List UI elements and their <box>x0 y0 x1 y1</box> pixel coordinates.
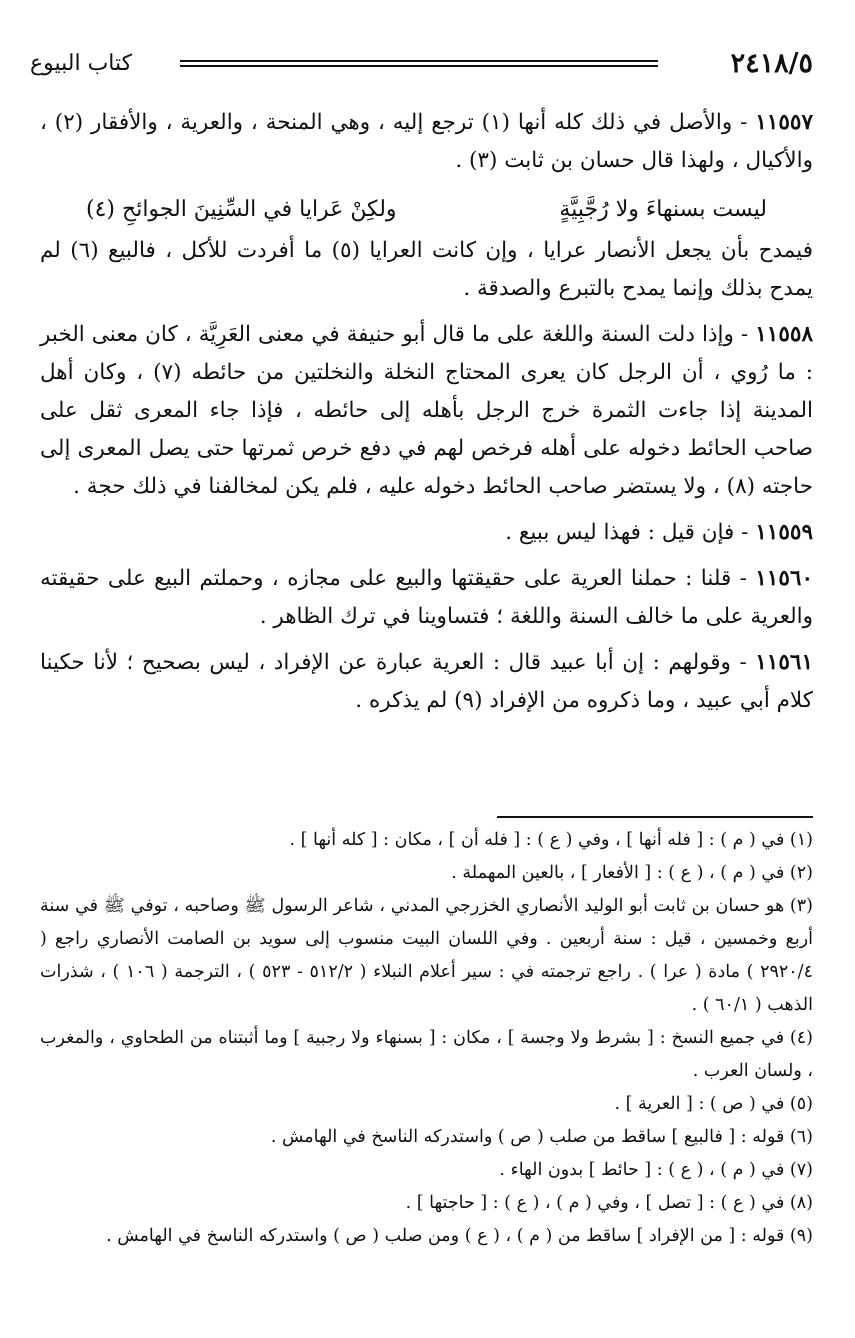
footnote-3: (٣) هو حسان بن ثابت أبو الوليد الأنصاري الخزرجي المدني ، شاعر الرسول ﷺ وصاحبه ، توفي ﷺ في سنة أربع وخمسين ، قيل : سنة أربعين . وفي اللسان البيت منسوب إلى سويد بن الصامت الأنصاري راجع ( ٢٩٢٠/٤ ) مادة ( عرا ) . راجع ترجمته في : سير أعلام النبلاء ( ٥١٢/٢ - ٥٢٣ ) ، الترجمة ( ١٠٦ ) ، شذرات الذهب ( ٦٠/١ ) . <box>40 896 813 1015</box>
paragraph-text: - وإذا دلت السنة واللغة على ما قال أبو حنيفة في معنى العَرِيَّة ، كان معنى الخبر : ما رُوي ، أن الرجل كان يعرى المحتاج النخلة والنخلتين من حائطه (٧) ، وكان أهل المدينة إذا جاءت الثمرة خرج الرجل بأهله إلى حائطه ، فإذا جاء المعرى ثقل على صاحب الحائط دخوله على أهله فرخص لهم في دفع خرص ثمرتها حتى يصل المعرى إلى حاجته (٨) ، ولا يستضر صاحب الحائط دخوله عليه ، فلم يكن لمخالفنا في ذلك حجة . <box>40 322 814 499</box>
paragraph-number: ١١٥٦٠ <box>755 566 813 591</box>
paragraph-number: ١١٥٥٧ <box>755 110 813 135</box>
paragraph-text: - فإن قيل : فهذا ليس ببيع . <box>505 520 756 545</box>
paragraph-number: ١١٥٥٨ <box>755 322 813 347</box>
main-text <box>40 104 813 720</box>
book-title: كتاب البيوع <box>30 51 133 76</box>
paragraph-text: - قلنا : حملنا العرية على حقيقتها والبيع على مجازه ، وحملتم البيع على حقيقته والعرية على ما خالف السنة واللغة ؛ فتساوينا في ترك الظاهر . <box>40 566 813 629</box>
paragraph-number: ١١٥٦١ <box>755 650 813 675</box>
paragraph-11558 <box>40 316 813 506</box>
footnotes <box>40 824 813 1253</box>
footnote-2: (٢) في ( م ) ، ( ع ) : [ الأفعار ] ، بالعين المهملة . <box>451 863 813 883</box>
footnote-5: (٥) في ( ص ) : [ العرية ] . <box>614 1094 813 1114</box>
paragraph-continuation <box>40 232 813 308</box>
footnote-4: (٤) في جميع النسخ : [ بشرط ولا وجسة ] ، مكان : [ بسنهاء ولا رجبية ] وما أثبتناه من الطحاوي ، والمغرب ، ولسان العرب . <box>40 1028 813 1081</box>
verse-first-hemistich: ليست بسنهاءَ ولا رُجَّبِيَّةٍ <box>559 197 767 222</box>
header-double-rule <box>180 60 658 67</box>
poetry-verse <box>40 188 813 232</box>
page-header <box>30 44 813 84</box>
verse-second-hemistich: ولكِنْ عَرايا في السِّنِينَ الجوائحِ (٤) <box>86 197 397 222</box>
footnote-7: (٧) في ( م ) ، ( ع ) : [ حائط ] بدون الهاء . <box>499 1160 813 1180</box>
paragraph-11557 <box>40 104 813 180</box>
footnote-6: (٦) قوله : [ فالبيع ] ساقط من صلب ( ص ) واستدركه الناسخ في الهامش . <box>270 1127 813 1147</box>
paragraph-11561 <box>40 644 813 720</box>
footnote-9: (٩) قوله : [ من الإفراد ] ساقط من ( م ) ، ( ع ) ومن صلب ( ص ) واستدركه الناسخ في الهامش . <box>106 1226 813 1246</box>
paragraph-11559 <box>40 514 813 552</box>
paragraph-11560 <box>40 560 813 636</box>
paragraph-text: - وقولهم : إن أبا عبيد قال : العرية عبارة عن الإفراد ، ليس بصحيح ؛ لأنا حكينا كلام أبي عبيد ، وما ذكروه من الإفراد (٩) لم يذكره . <box>40 650 813 713</box>
page-number: ٢٤١٨/٥ <box>730 48 813 79</box>
footnote-1: (١) في ( م ) : [ فله أنها ] ، وفي ( ع ) : [ فله أن ] ، مكان : [ كله أنها ] . <box>289 830 813 850</box>
footnote-separator <box>497 816 813 818</box>
paragraph-text: فيمدح بأن يجعل الأنصار عرايا ، وإن كانت العرايا (٥) ما أفردت للأكل ، فالبيع (٦) لم يمدح بذلك وإنما يمدح بالتبرع والصدقة . <box>40 238 813 301</box>
paragraph-text: - والأصل في ذلك كله أنها (١) ترجع إليه ، وهي المنحة ، والعرية ، والأفقار (٢) ، والأكيال ، ولهذا قال حسان بن ثابت (٣) . <box>40 110 813 173</box>
paragraph-number: ١١٥٥٩ <box>755 520 813 545</box>
footnote-8: (٨) في ( ع ) : [ تصل ] ، وفي ( م ) ، ( ع ) : [ حاجتها ] . <box>405 1193 813 1213</box>
